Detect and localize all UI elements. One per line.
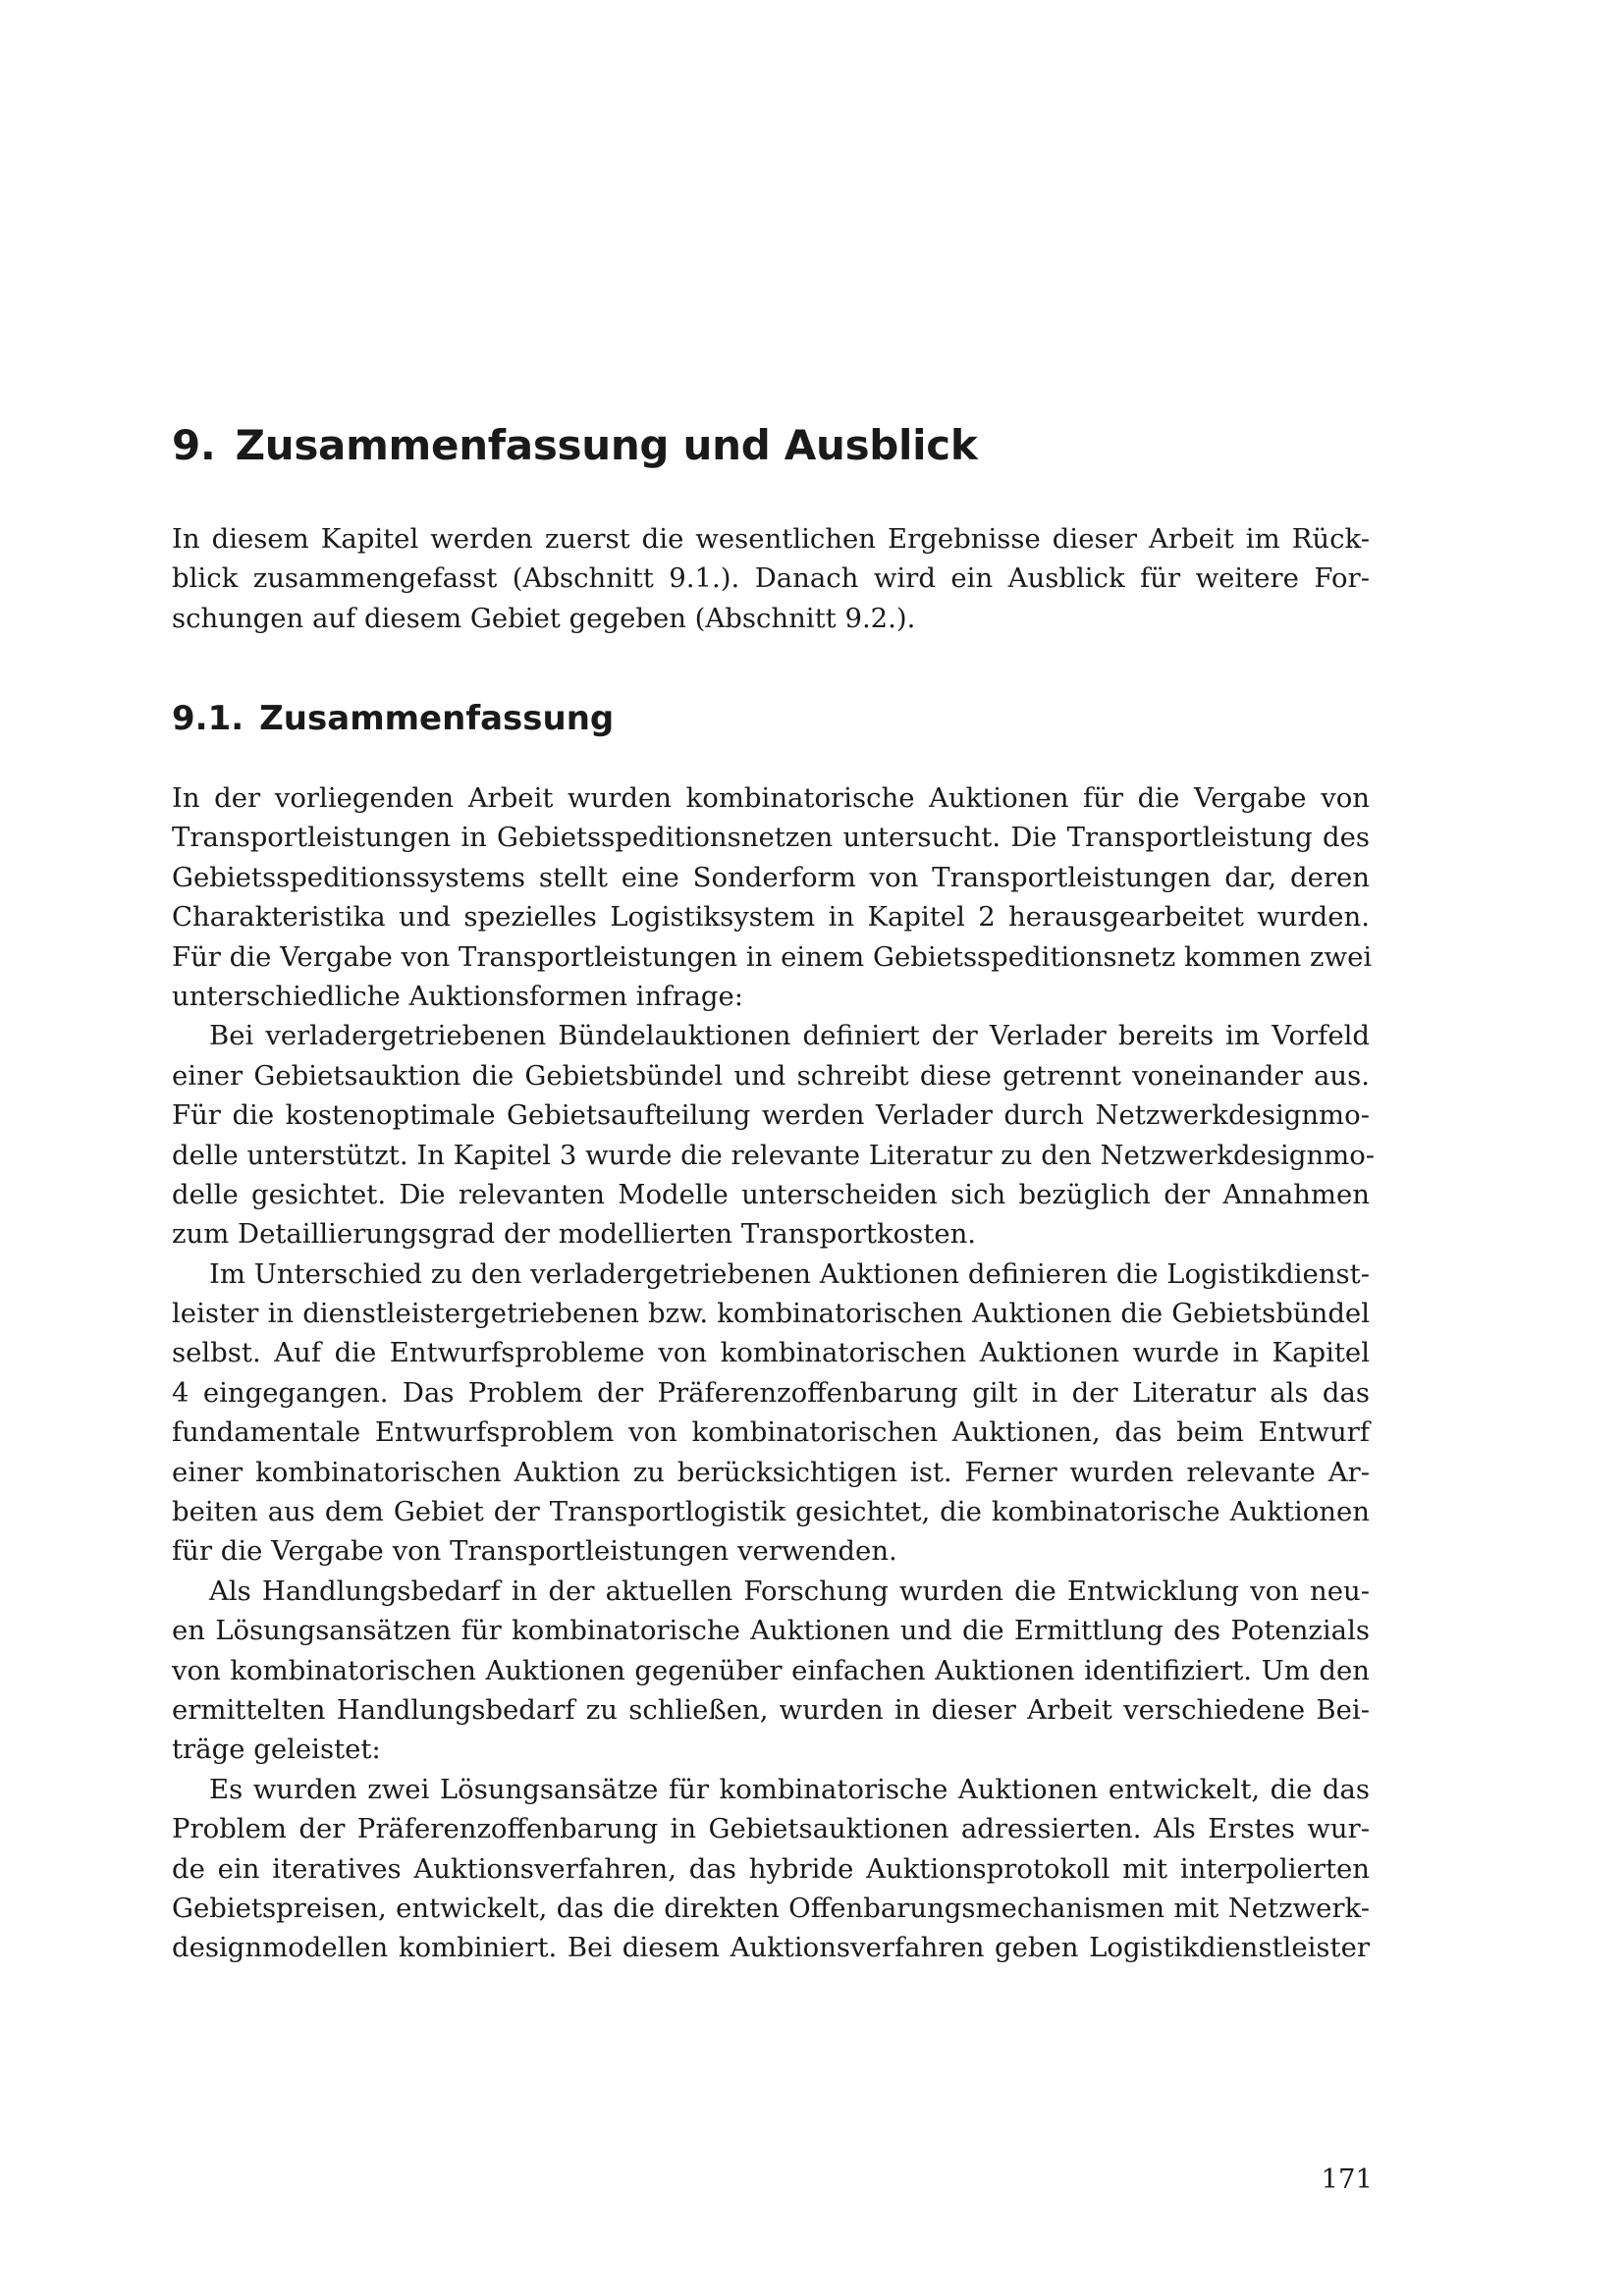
text-line: beiten aus dem Gebiet der Transportlogistik gesichtet, die kombinatorische Auktionen bbox=[172, 1496, 1370, 1528]
text-line: einer Gebietsauktion die Gebietsbündel und schreibt diese getrennt voneinander aus. bbox=[172, 1059, 1370, 1092]
text-line: Für die Vergabe von Transportleistungen in einem Gebietsspeditionsnetz kommen zwei bbox=[172, 940, 1373, 973]
text-line: delle gesichtet. Die relevanten Modelle unterscheiden sich bezüglich der Annahmen bbox=[172, 1178, 1370, 1210]
text-line: Gebietsspeditionssystems stellt eine Sonderform von Transportleistungen dar, deren bbox=[172, 861, 1370, 893]
text-line: Problem der Präferenzoffenbarung in Gebietsauktionen adressierten. Als Erstes wur- bbox=[172, 1813, 1370, 1845]
text-line: Gebietspreisen, entwickelt, das die direkten Offenbarungsmechanismen mit Netzwerk- bbox=[172, 1892, 1370, 1924]
text-line: 4 eingegangen. Das Problem der Präferenzoffenbarung gilt in der Literatur als das bbox=[172, 1376, 1370, 1409]
text-line: einer kombinatorischen Auktion zu berücksichtigen ist. Ferner wurden relevante Ar- bbox=[172, 1456, 1370, 1488]
text-line: unterschiedliche Auktionsformen infrage: bbox=[172, 980, 744, 1012]
text-line: leister in dienstleistergetriebenen bzw. kombinatorischen Auktionen die Gebietsbündel bbox=[172, 1298, 1370, 1330]
text-line: Transportleistungen in Gebietsspeditionsnetzen untersucht. Die Transportleistung des bbox=[172, 822, 1370, 854]
text-line: Für die kostenoptimale Gebietsaufteilung werden Verlader durch Netzwerkdesignmo- bbox=[172, 1099, 1370, 1132]
text-line: Es wurden zwei Lösungsansätze für kombinatorische Auktionen entwickelt, die das bbox=[209, 1773, 1370, 1805]
text-line: träge geleistet: bbox=[172, 1734, 381, 1766]
text-line: Als Handlungsbedarf in der aktuellen Forschung wurden die Entwicklung von neu- bbox=[209, 1575, 1370, 1607]
text-line: schungen auf diesem Gebiet gegeben (Abschnitt 9.2.). bbox=[172, 602, 916, 634]
text-line: zum Detaillierungsgrad der modellierten Transportkosten. bbox=[172, 1218, 977, 1251]
text-line: In diesem Kapitel werden zuerst die wesentlichen Ergebnisse dieser Arbeit im Rück- bbox=[172, 523, 1370, 555]
text-line: blick zusammengefasst (Abschnitt 9.1.). Danach wird ein Ausblick für weitere For- bbox=[172, 562, 1370, 595]
text-line: delle unterstützt. In Kapitel 3 wurde die relevante Literatur zu den Netzwerkdesignmo- bbox=[172, 1139, 1376, 1171]
text-line: Charakteristika und spezielles Logistiksystem in Kapitel 2 herausgearbeitet wurden. bbox=[172, 901, 1370, 934]
section-number: 9.1. bbox=[172, 699, 244, 738]
chapter-heading bbox=[172, 420, 977, 471]
chapter-title: Zusammenfassung und Ausblick bbox=[235, 421, 978, 469]
text-line: von kombinatorischen Auktionen gegenüber einfachen Auktionen identifiziert. Um den bbox=[172, 1654, 1370, 1686]
body-text bbox=[172, 778, 1376, 1968]
intro-paragraph bbox=[172, 519, 1370, 638]
text-line: Bei verladergetriebenen Bündelauktionen definiert der Verlader bereits im Vorfeld bbox=[209, 1020, 1370, 1052]
chapter-number: 9. bbox=[172, 421, 216, 469]
text-line: ermittelten Handlungsbedarf zu schließen, wurden in dieser Arbeit verschiedene Bei- bbox=[172, 1693, 1370, 1726]
text-line: fundamentale Entwurfsproblem von kombinatorischen Auktionen, das beim Entwurf bbox=[172, 1416, 1370, 1449]
text-line: für die Vergabe von Transportleistungen verwenden. bbox=[172, 1535, 897, 1568]
text-line: designmodellen kombiniert. Bei diesem Auktionsverfahren geben Logistikdienstleister bbox=[172, 1932, 1370, 1964]
text-line: de ein iteratives Auktionsverfahren, das hybride Auktionsprotokoll mit interpolierten bbox=[172, 1852, 1370, 1885]
text-line: selbst. Auf die Entwurfsprobleme von kombinatorischen Auktionen wurde in Kapitel bbox=[172, 1337, 1370, 1369]
section-heading bbox=[172, 697, 614, 740]
text-line: In der vorliegenden Arbeit wurden kombinatorische Auktionen für die Vergabe von bbox=[172, 782, 1370, 814]
text-line: en Lösungsansätzen für kombinatorische Auktionen und die Ermittlung des Potenzials bbox=[172, 1615, 1370, 1647]
section-title: Zusammenfassung bbox=[259, 699, 615, 738]
page-number: 171 bbox=[1321, 2163, 1373, 2195]
text-line: Im Unterschied zu den verladergetriebenen Auktionen definieren die Logistikdienst- bbox=[209, 1257, 1370, 1290]
